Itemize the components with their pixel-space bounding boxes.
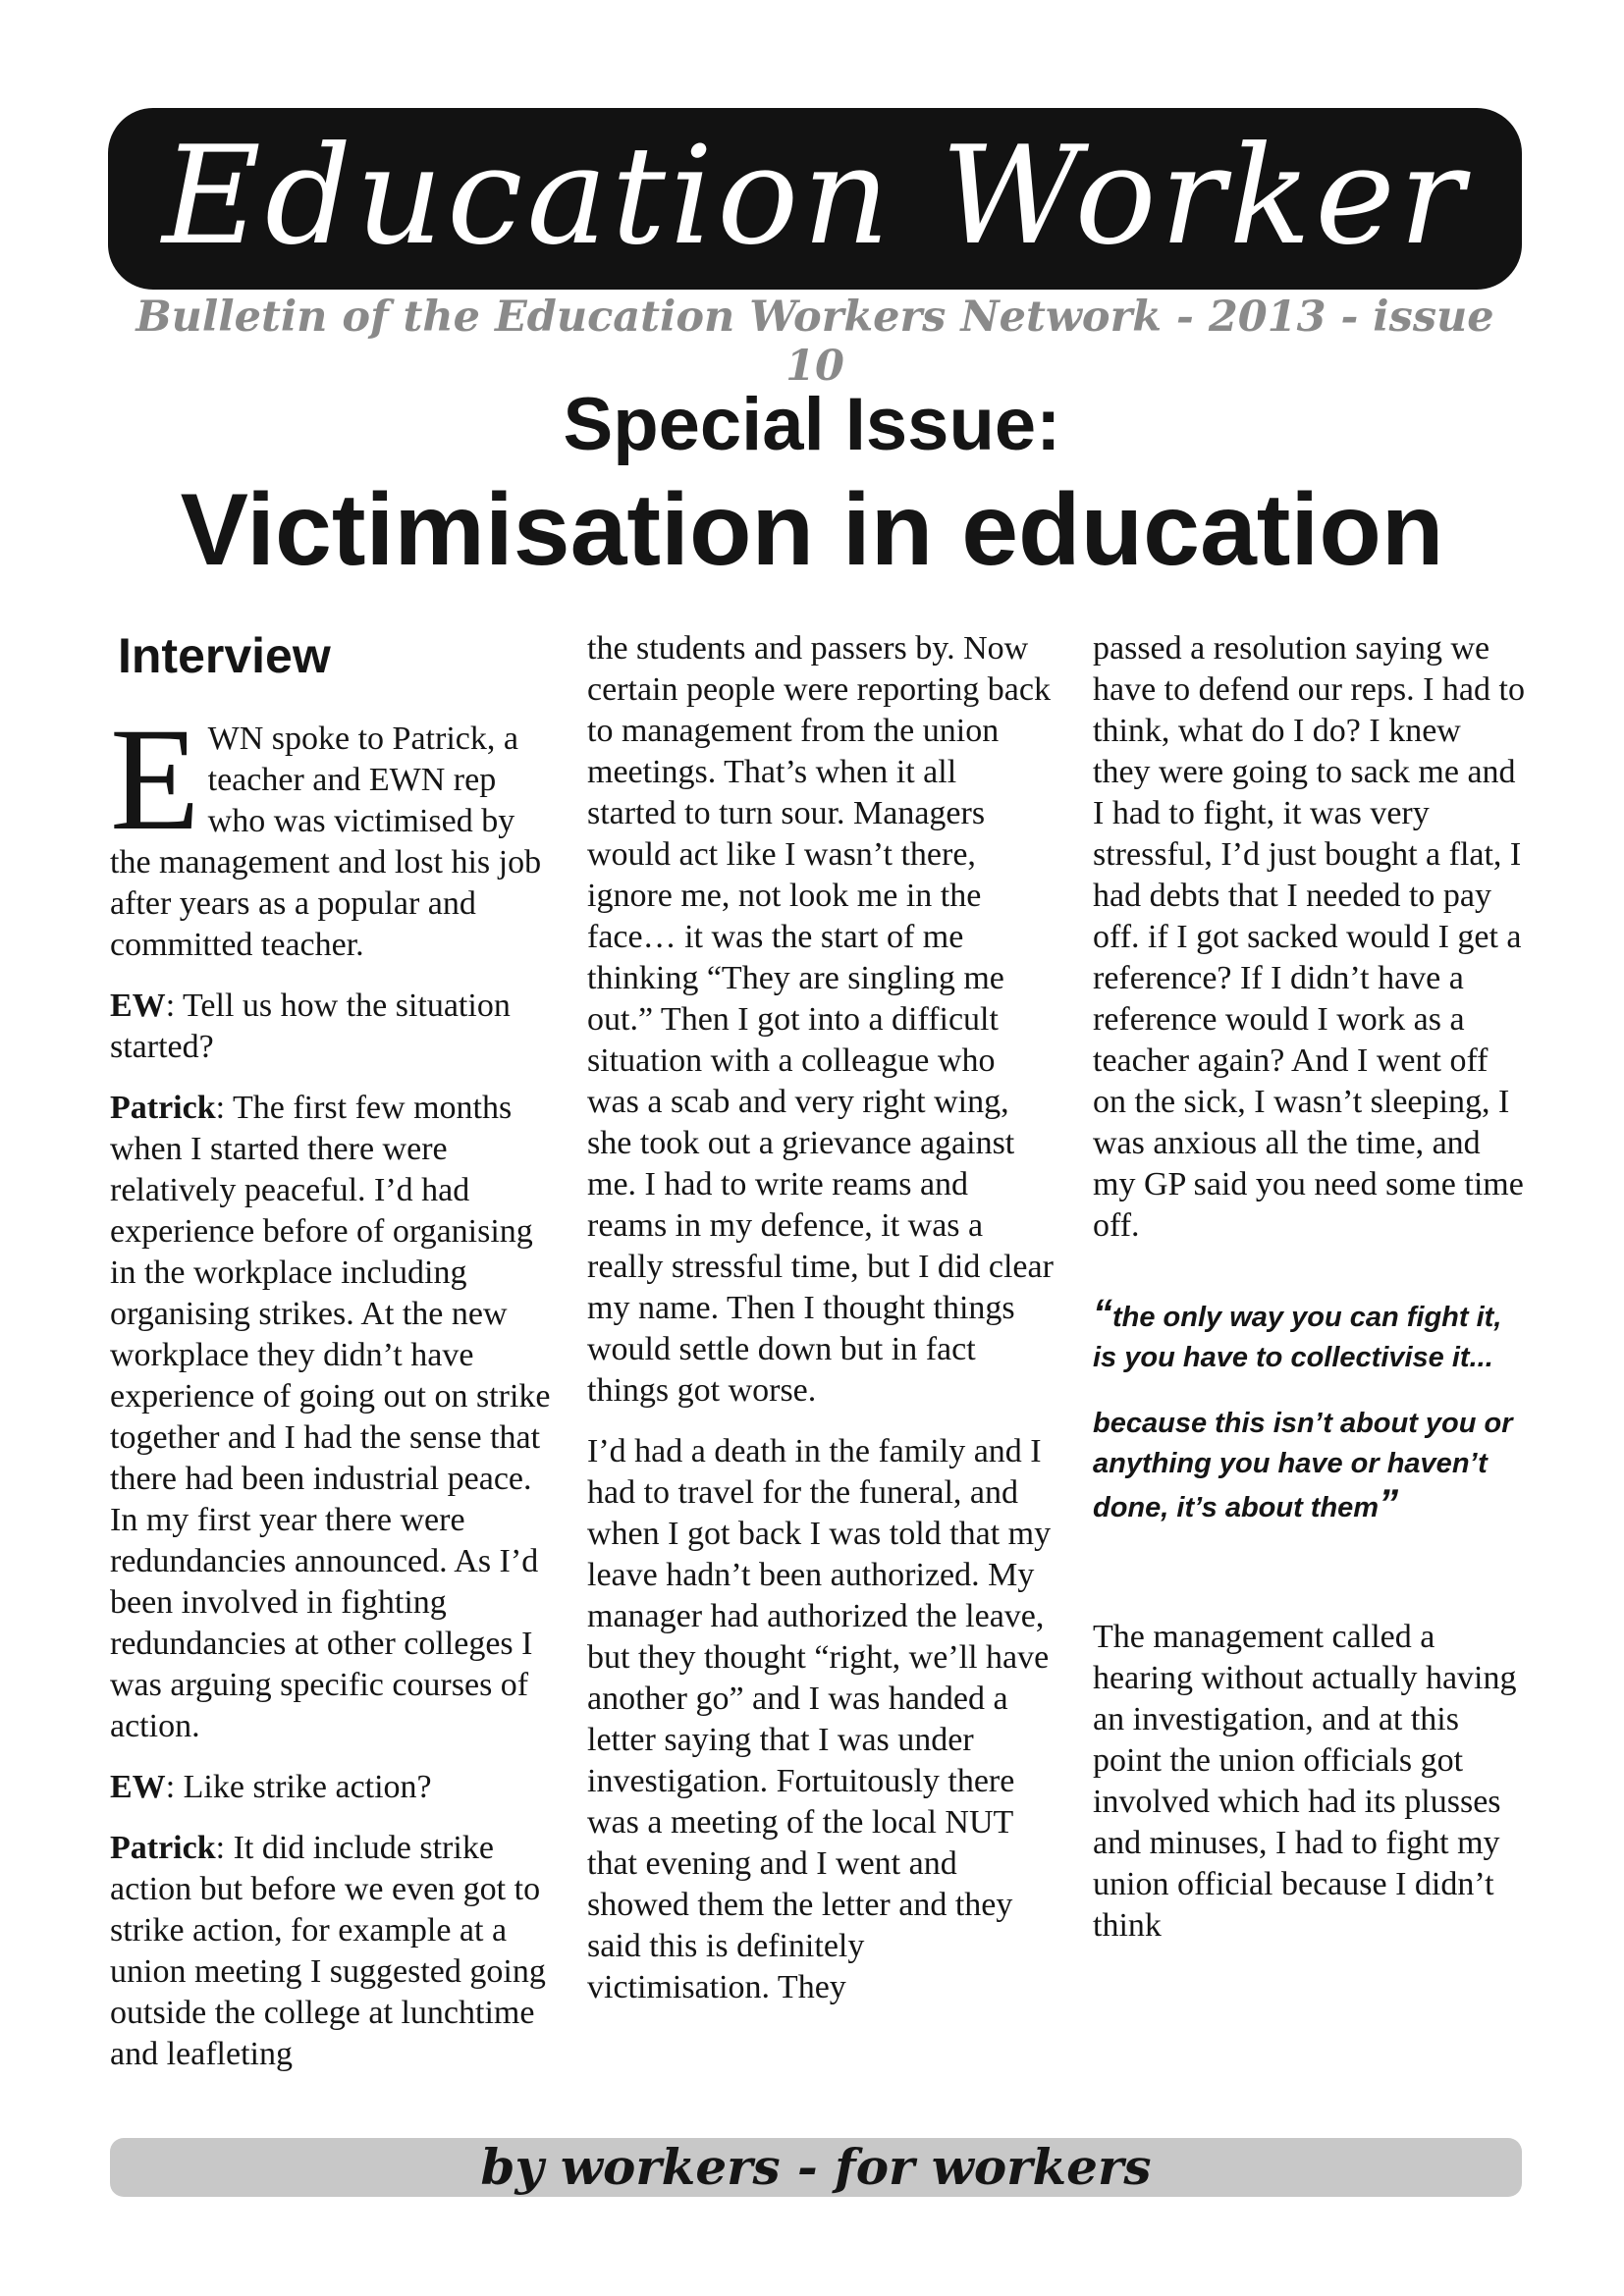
speaker-label: EW <box>110 988 166 1024</box>
body-paragraph: the students and passers by. Now certain people were reporting back to management from the union meetings. That’s when it all started to turn sour. Managers would act like I wasn’t there, ignore me, not look me in the face… it was the start of me thinking “They are singling me out.” Then I got into a difficult situation with a colleague who was a scab and very right wing, she took out a grievance against me. I had to write reams and reams in my defence, it was a really stressful time, but I did clear my name. Then I thought things would settle down but in fact things got worse. <box>587 630 1054 1409</box>
answer-text: : The first few months when I started there were relatively peaceful. I’d had experience before of organising in the workplace including organising strikes. At the new workplace they didn’t have experience of going out on strike together and I had the sense that there had been industrial peace. In my first year there were redundancies announced. As I’d been involved in fighting redundancies at other colleges I was arguing specific courses of action. <box>110 1090 551 1744</box>
footer-bar <box>110 2138 1522 2197</box>
headline-special-issue: Special Issue: <box>563 383 1061 466</box>
pull-quote-text: the only way you can fight it, is you have to collectivise it... <box>1093 1302 1502 1373</box>
article-column-2 <box>587 628 1054 2028</box>
headline-main: Victimisation in education <box>180 473 1444 587</box>
intro-text: WN spoke to Patrick, a teacher and EWN rep who was victimised by the management and lost his job after years as a popular and committed teacher. <box>110 721 542 963</box>
pull-quote-line <box>1093 1294 1525 1378</box>
pull-quote-line <box>1093 1404 1525 1528</box>
answer-text: : It did include strike action but before we even got to strike action, for example at a union meeting I suggested going outside the college at lunchtime and leafleting <box>110 1830 546 2072</box>
section-heading: Interview <box>118 628 331 683</box>
close-quote-mark: ” <box>1379 1482 1399 1525</box>
answer-paragraph <box>110 1828 552 2075</box>
open-quote-mark: “ <box>1093 1292 1112 1335</box>
pull-quote <box>1093 1294 1525 1528</box>
body-paragraph: passed a resolution saying we have to defend our reps. I had to think, what do I do? I knew they were going to sack me and I had to fight, it was very stressful, I’d just bought a flat, I had debts that I needed to pay off. if I got sacked would I get a reference? If I didn’t have a reference would I work as a teacher again? And I went off on the sick, I wasn’t sleeping, I was anxious all the time, and my GP said you need some time off. <box>1093 630 1525 1244</box>
body-paragraph: I’d had a death in the family and I had to travel for the funeral, and when I got back I was told that my leave hadn’t been authorized. My manager had authorized the leave, but they thought “right, we’ll have another go” and I was handed a letter saying that I was under investigation. Fortuitously there was a meeting of the local NUT that evening and I went and showed them the letter and they said this is definitely victimisation. They <box>587 1433 1052 2005</box>
bulletin-subtitle: Bulletin of the Education Workers Network - 2013 - issue 10 <box>135 293 1494 391</box>
dropcap: E <box>110 698 200 861</box>
answer-paragraph <box>110 1088 552 1747</box>
publication-title: Education Worker <box>162 116 1468 275</box>
pull-quote-text: because this isn’t about you or anything you have or haven’t done, it’s about them <box>1093 1408 1513 1523</box>
footer-slogan: by workers - for workers <box>480 2138 1152 2196</box>
article-column-3 <box>1093 628 1525 1966</box>
article-column-1 <box>110 628 552 2095</box>
question-text: : Tell us how the situation started? <box>110 988 511 1065</box>
speaker-label: Patrick <box>110 1090 216 1126</box>
speaker-label: EW <box>110 1769 166 1805</box>
speaker-label: Patrick <box>110 1830 216 1866</box>
question-paragraph <box>110 1767 552 1808</box>
masthead <box>108 108 1522 290</box>
question-paragraph <box>110 986 552 1068</box>
body-paragraph: The management called a hearing without actually having an investigation, and at this point the union officials got involved which had its plusses and minuses, I had to fight my union official because I didn’t think <box>1093 1619 1517 1944</box>
question-text: : Like strike action? <box>165 1769 432 1805</box>
intro-paragraph <box>110 698 552 966</box>
